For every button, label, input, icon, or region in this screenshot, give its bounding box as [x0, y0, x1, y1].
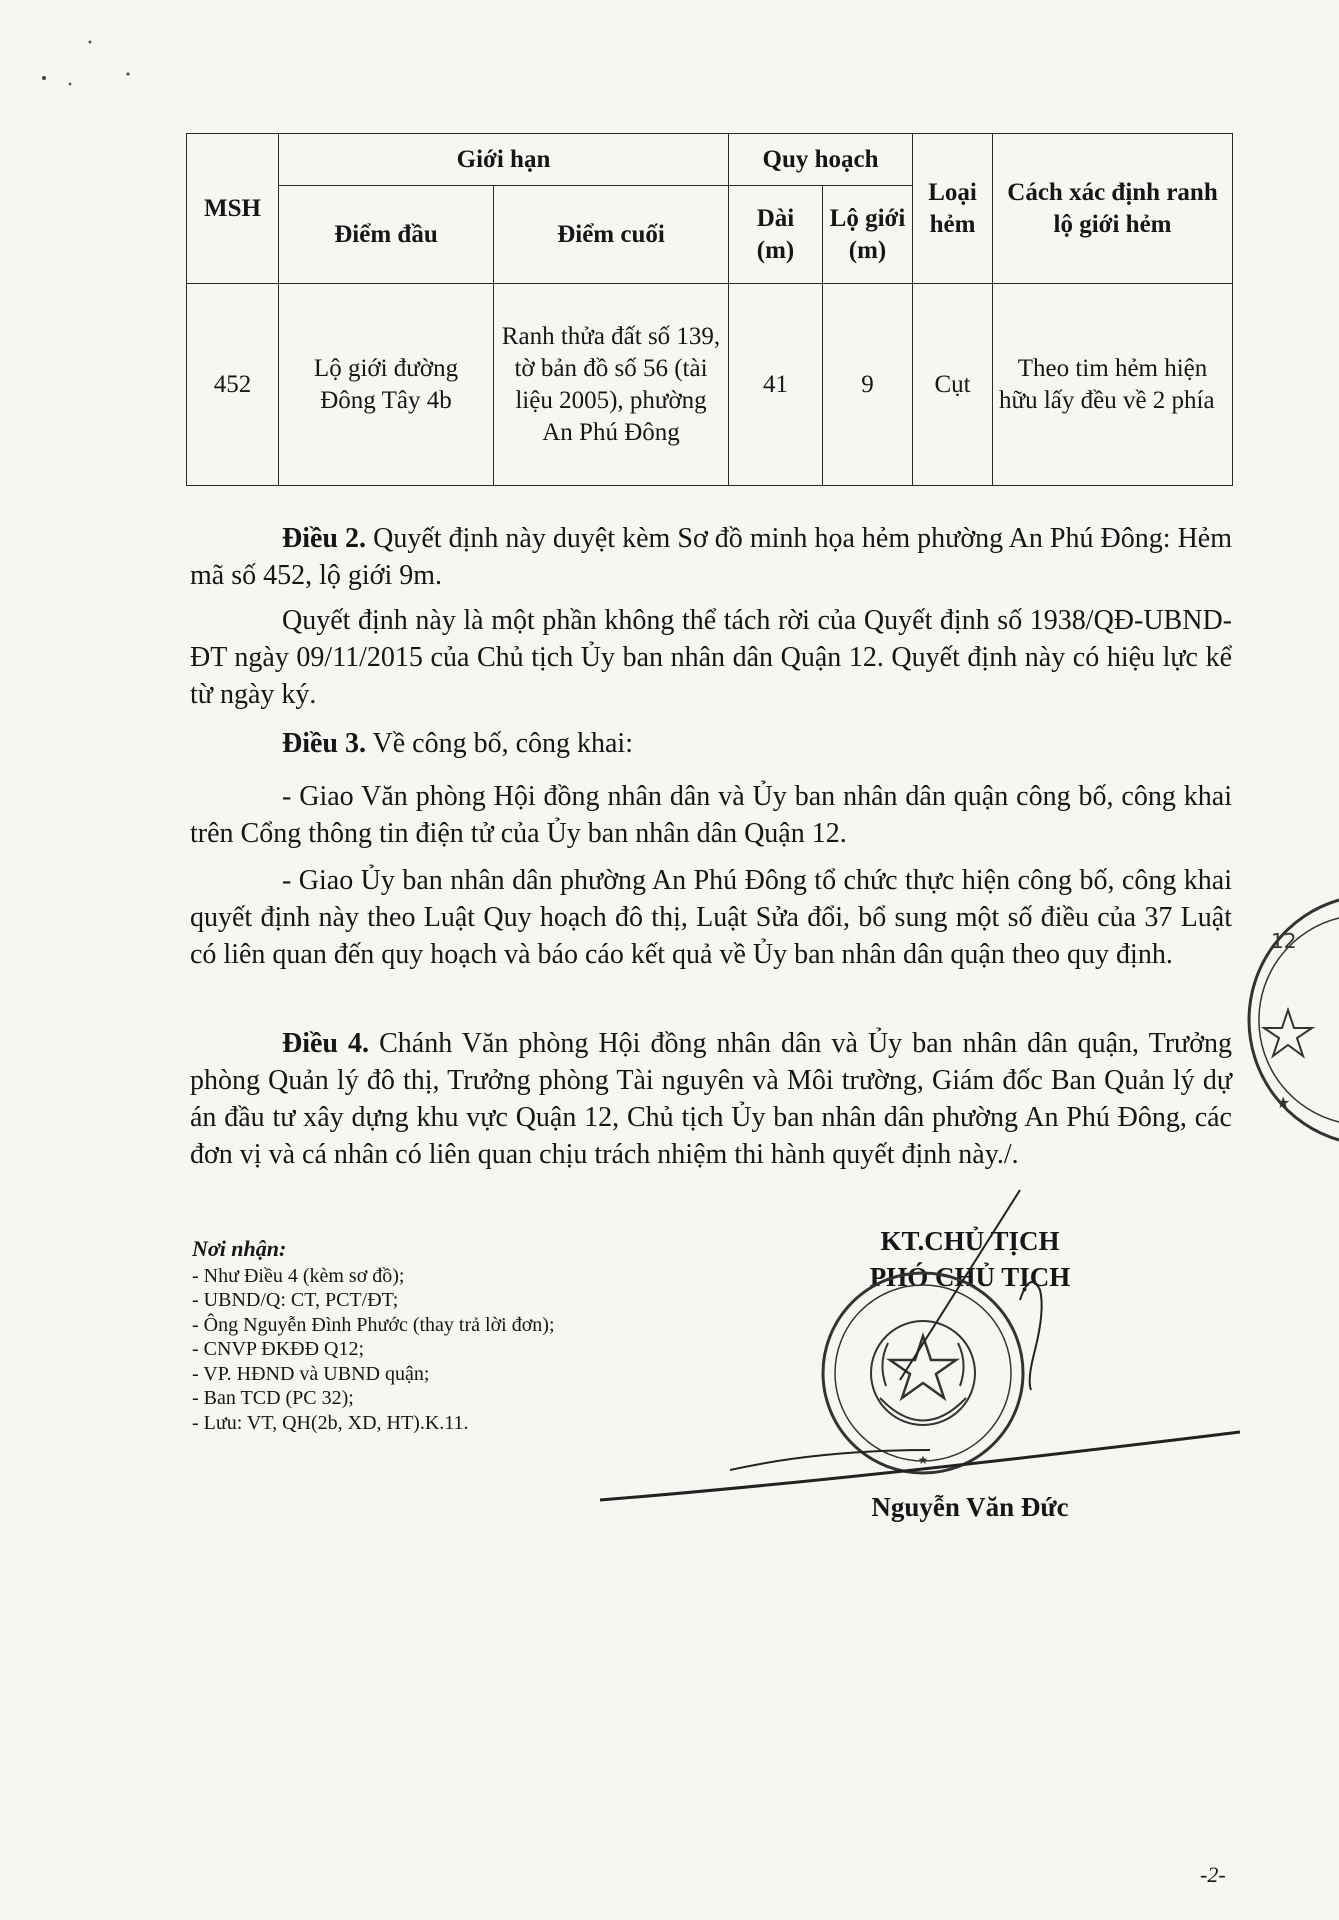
header-gioi-han: Giới hạn	[279, 134, 729, 186]
page-number: -2-	[1200, 1862, 1226, 1887]
page-edge-seal-icon	[1226, 890, 1339, 1150]
recipient-item: - UBND/Q: CT, PCT/ĐT;	[192, 1289, 399, 1311]
cell-lo-gioi: 9	[823, 284, 913, 486]
article-3-text: Về công bố, công khai:	[366, 728, 633, 759]
header-msh: MSH	[187, 134, 279, 284]
recipient-item: - Như Điều 4 (kèm sơ đồ);	[192, 1264, 405, 1287]
cell-loai-hem: Cụt	[913, 284, 993, 486]
article-3-item-1: - Giao Văn phòng Hội đồng nhân dân và Ủy ban nhân dân quận công bố, công khai trên Cổng thông tin điện tử của Ủy ban nhân dân Quận 12.	[190, 781, 1232, 849]
header-quy-hoach: Quy hoạch	[729, 134, 913, 186]
svg-text:★: ★	[917, 1453, 929, 1467]
cell-dai: 41	[729, 284, 823, 486]
recipient-item: - Lưu: VT, QH(2b, XD, HT).K.11.	[192, 1411, 469, 1434]
header-dai: Dài (m)	[729, 186, 823, 284]
signature-title-1: KT.CHỦ TỊCH	[880, 1226, 1060, 1256]
handwritten-signature	[600, 1180, 1300, 1540]
table-row	[187, 284, 1233, 486]
recipients-title: Nơi nhận:	[192, 1236, 287, 1261]
recipient-item: - Ban TCD (PC 32);	[192, 1387, 354, 1409]
recipient-item: - VP. HĐND và UBND quận;	[192, 1362, 430, 1385]
signature-title-2: PHÓ CHỦ TỊCH	[869, 1262, 1071, 1292]
header-diem-dau: Điểm đầu	[279, 186, 494, 284]
article-3-label: Điều 3.	[282, 728, 366, 759]
svg-text:12: 12	[1271, 929, 1297, 953]
signer-name: Nguyễn Văn Đức	[871, 1492, 1069, 1522]
article-2-text: Quyết định này duyệt kèm Sơ đồ minh họa hẻm phường An Phú Đông: Hẻm mã số 452, lộ giới 9m.	[190, 523, 1232, 591]
header-cach-xac-dinh: Cách xác định ranh lộ giới hẻm	[993, 134, 1233, 284]
header-loai-hem: Loại hẻm	[913, 134, 993, 284]
cell-cach-xac-dinh: Theo tim hẻm hiện hữu lấy đều về 2 phía	[993, 284, 1233, 486]
article-4-label: Điều 4.	[282, 1028, 370, 1059]
header-lo-gioi: Lộ giới (m)	[823, 186, 913, 284]
recipient-item: - CNVP ĐKĐĐ Q12;	[192, 1338, 365, 1360]
article-2-label: Điều 2.	[282, 523, 367, 554]
cell-diem-cuoi: Ranh thửa đất số 139, tờ bản đồ số 56 (tài liệu 2005), phường An Phú Đông	[494, 284, 729, 486]
alley-plan-table	[186, 133, 1233, 486]
article-2	[190, 520, 1232, 594]
header-diem-cuoi: Điểm cuối	[494, 186, 729, 284]
article-4	[190, 1025, 1232, 1173]
article-2-paragraph-2: Quyết định này là một phần không thể tách rời của Quyết định số 1938/QĐ-UBND-ĐT ngày 09/11/2015 của Chủ tịch Ủy ban nhân dân Quận 12. Quyết định này có hiệu lực kể từ ngày ký.	[190, 605, 1232, 710]
article-4-text: Chánh Văn phòng Hội đồng nhân dân và Ủy ban nhân dân quận, Trưởng phòng Quản lý đô thị, Trưởng phòng Tài nguyên và Môi trường, Giám đốc Ban Quản lý dự án đầu tư xây dựng khu vực Quận 12, Chủ tịch Ủy ban nhân dân phường An Phú Đông, các đơn vị và cá nhân có liên quan chịu trách nhiệm thi hành quyết định này./.	[190, 1028, 1232, 1170]
svg-text:★: ★	[1276, 1093, 1291, 1112]
scan-specks	[30, 20, 150, 100]
cell-msh: 452	[187, 284, 279, 486]
recipient-item: - Ông Nguyễn Đình Phước (thay trả lời đơn);	[192, 1313, 555, 1336]
cell-diem-dau: Lộ giới đường Đông Tây 4b	[279, 284, 494, 486]
article-3-item-2: - Giao Ủy ban nhân dân phường An Phú Đông tổ chức thực hiện công bố, công khai quyết định này theo Luật Quy hoạch đô thị, Luật Sửa đổi, bổ sung một số điều của 37 Luật có liên quan đến quy hoạch và báo cáo kết quả về Ủy ban nhân dân quận theo quy định.	[190, 865, 1232, 970]
article-3	[190, 725, 1232, 762]
